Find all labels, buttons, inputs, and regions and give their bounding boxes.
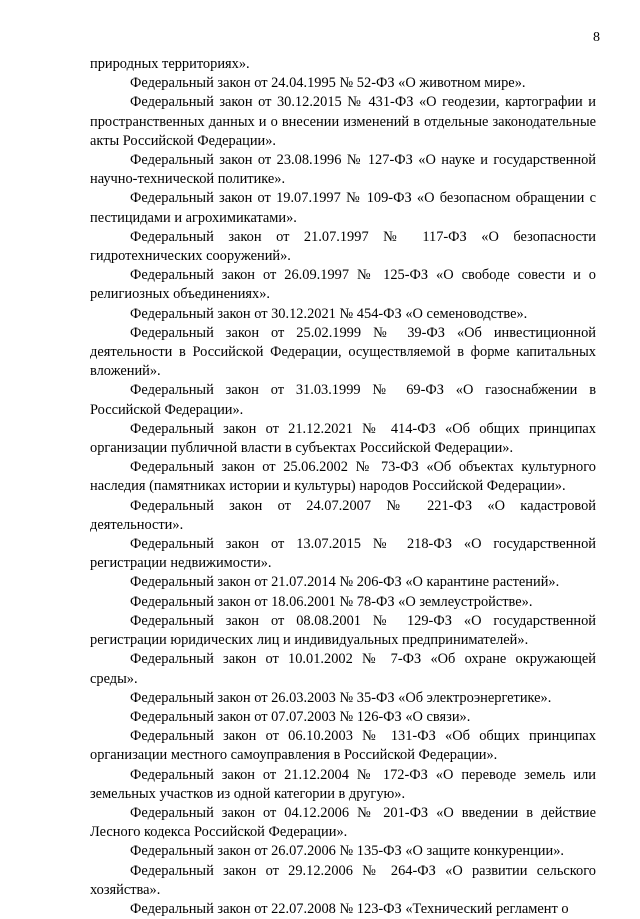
law-paragraph: Федеральный закон от 26.03.2003 № 35-ФЗ «Об электроэнергетике».: [130, 689, 552, 706]
law-paragraph: природных территориях».: [90, 56, 250, 72]
law-paragraph: Федеральный закон от 30.12.2015 № 431-ФЗ «О геодезии, картографии и пространственных данных и о внесении изменений в отдельные законодательные акты Российской Федерации».: [90, 94, 596, 149]
law-paragraph: Федеральный закон от 19.07.1997 № 109-ФЗ «О безопасном обращении с пестицидами и агрохимикатами».: [90, 190, 596, 226]
law-paragraph: Федеральный закон от 29.12.2006 № 264-ФЗ «О развитии сельского хозяйства».: [90, 862, 596, 898]
law-paragraph: Федеральный закон от 18.06.2001 № 78-ФЗ «О землеустройстве».: [130, 593, 533, 610]
law-paragraph: Федеральный закон от 08.08.2001 № 129-ФЗ «О государственной регистрации юридических лиц и индивидуальных предпринимателей».: [90, 612, 596, 649]
law-paragraph: Федеральный закон от 21.07.2014 № 206-ФЗ «О карантине растений».: [130, 574, 560, 591]
law-paragraph: Федеральный закон от 07.07.2003 № 126-ФЗ «О связи».: [130, 708, 471, 725]
law-paragraph: Федеральный закон от 22.07.2008 № 123-ФЗ «Технический регламент о: [130, 900, 569, 917]
law-paragraph: Федеральный закон от 31.03.1999 № 69-ФЗ «О газоснабжении в Российской Федерации».: [90, 382, 596, 418]
document-body: [90, 55, 596, 919]
law-paragraph: Федеральный закон от 23.08.1996 № 127-ФЗ «О науке и государственной научно-технической политике».: [90, 152, 596, 188]
law-paragraph: Федеральный закон от 30.12.2021 № 454-ФЗ «О семеноводстве».: [130, 305, 528, 322]
law-paragraph: Федеральный закон от 21.12.2021 № 414-ФЗ «Об общих принципах организации публичной власти в субъектах Российской Федерации».: [90, 420, 596, 457]
law-paragraph: Федеральный закон от 25.02.1999 № 39-ФЗ «Об инвестиционной деятельности в Российской Федерации, осуществляемой в форме капитальных вложений».: [90, 324, 596, 380]
law-paragraph: Федеральный закон от 10.01.2002 № 7-ФЗ «Об охране окружающей среды».: [90, 651, 596, 687]
law-paragraph: Федеральный закон от 06.10.2003 № 131-ФЗ «Об общих принципах организации местного самоуправления в Российской Федерации».: [90, 728, 596, 764]
law-paragraph: Федеральный закон от 24.07.2007 № 221-ФЗ «О кадастровой деятельности».: [90, 497, 596, 533]
law-paragraph: Федеральный закон от 13.07.2015 № 218-ФЗ «О государственной регистрации недвижимости».: [90, 536, 596, 572]
law-paragraph: Федеральный закон от 04.12.2006 № 201-ФЗ «О введении в действие Лесного кодекса Российской Федерации».: [90, 804, 596, 841]
law-paragraph: Федеральный закон от 26.09.1997 № 125-ФЗ «О свободе совести и о религиозных объединениях».: [90, 267, 596, 303]
law-paragraph: Федеральный закон от 24.04.1995 № 52-ФЗ «О животном мире».: [130, 75, 526, 92]
page-number: 8: [593, 30, 600, 45]
law-paragraph: Федеральный закон от 21.12.2004 № 172-ФЗ «О переводе земель или земельных участков из одной категории в другую».: [90, 766, 596, 802]
law-paragraph: Федеральный закон от 25.06.2002 № 73-ФЗ «Об объектах культурного наследия (памятниках истории и культуры) народов Российской Федерации».: [90, 459, 596, 495]
law-paragraph: Федеральный закон от 21.07.1997 № 117-ФЗ «О безопасности гидротехнических сооружений».: [90, 228, 596, 265]
law-paragraph: Федеральный закон от 26.07.2006 № 135-ФЗ «О защите конкуренции».: [130, 843, 564, 860]
